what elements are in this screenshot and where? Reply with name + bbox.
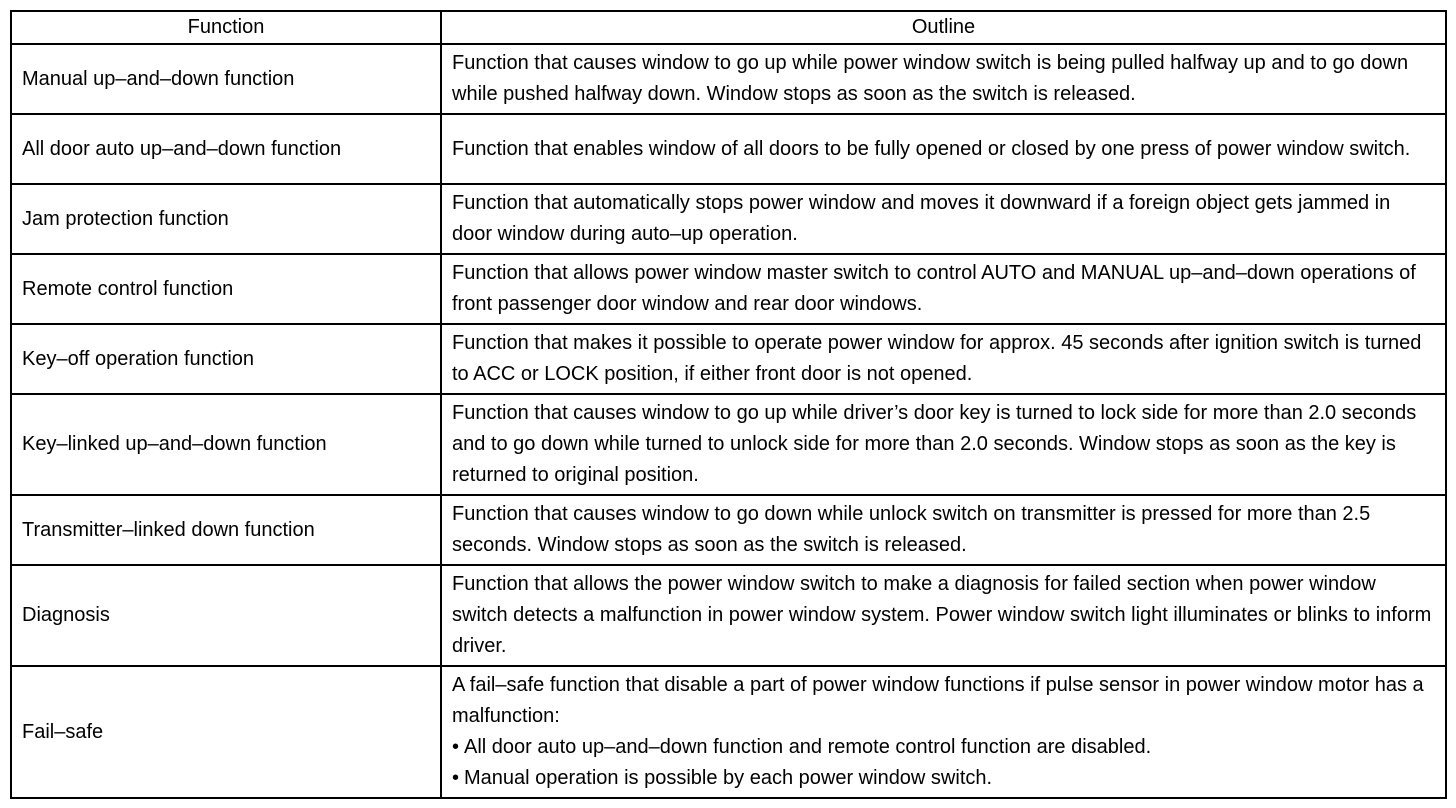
outline-cell: Function that makes it possible to operate power window for approx. 45 seconds after ignition switch is turned to ACC or LOCK position, if either front door is not opened.	[441, 324, 1446, 394]
function-cell: Diagnosis	[11, 565, 441, 666]
bullet-icon: •	[452, 767, 460, 789]
bullet-text: All door auto up–and–down function and remote control function are disabled.	[464, 736, 1152, 758]
function-cell: Transmitter–linked down function	[11, 495, 441, 565]
header-outline: Outline	[441, 11, 1446, 44]
outline-cell: Function that causes window to go up while driver’s door key is turned to lock side for more than 2.0 seconds and to go down while turned to unlock side for more than 2.0 seconds. Window stops as soon as the key is returned to original position.	[441, 394, 1446, 495]
header-function: Function	[11, 11, 441, 44]
outline-intro: A fail–safe function that disable a part of power window functions if pulse sensor in power window motor has a malfunction:	[452, 674, 1424, 727]
table-row	[11, 666, 1446, 798]
table-row	[11, 565, 1446, 666]
outline-cell: Function that allows power window master switch to control AUTO and MANUAL up–and–down operations of front passenger door window and rear door windows.	[441, 254, 1446, 324]
table-row	[11, 324, 1446, 394]
table-row	[11, 184, 1446, 254]
bullet-item	[452, 732, 1435, 763]
outline-cell: Function that allows the power window switch to make a diagnosis for failed section when power window switch detects a malfunction in power window system. Power window switch light illuminates or blinks to inform driver.	[441, 565, 1446, 666]
function-cell: Remote control function	[11, 254, 441, 324]
bullet-text: Manual operation is possible by each power window switch.	[464, 767, 993, 789]
outline-cell: Function that causes window to go up while power window switch is being pulled halfway up and to go down while pushed halfway down. Window stops as soon as the switch is released.	[441, 44, 1446, 114]
function-cell: All door auto up–and–down function	[11, 114, 441, 184]
bullet-icon: •	[452, 736, 460, 758]
table-row	[11, 114, 1446, 184]
table-row	[11, 495, 1446, 565]
table-row	[11, 44, 1446, 114]
function-cell: Key–linked up–and–down function	[11, 394, 441, 495]
function-cell: Manual up–and–down function	[11, 44, 441, 114]
outline-cell: Function that causes window to go down while unlock switch on transmitter is pressed for more than 2.5 seconds. Window stops as soon as the switch is released.	[441, 495, 1446, 565]
outline-cell: Function that enables window of all doors to be fully opened or closed by one press of power window switch.	[441, 114, 1446, 184]
function-cell: Fail–safe	[11, 666, 441, 798]
outline-cell: Function that automatically stops power window and moves it downward if a foreign object gets jammed in door window during auto–up operation.	[441, 184, 1446, 254]
function-cell: Key–off operation function	[11, 324, 441, 394]
bullet-item	[452, 763, 1435, 794]
outline-cell	[441, 666, 1446, 798]
power-window-function-table	[10, 10, 1447, 799]
table-row	[11, 254, 1446, 324]
function-cell: Jam protection function	[11, 184, 441, 254]
table-header-row	[11, 11, 1446, 44]
table-row	[11, 394, 1446, 495]
